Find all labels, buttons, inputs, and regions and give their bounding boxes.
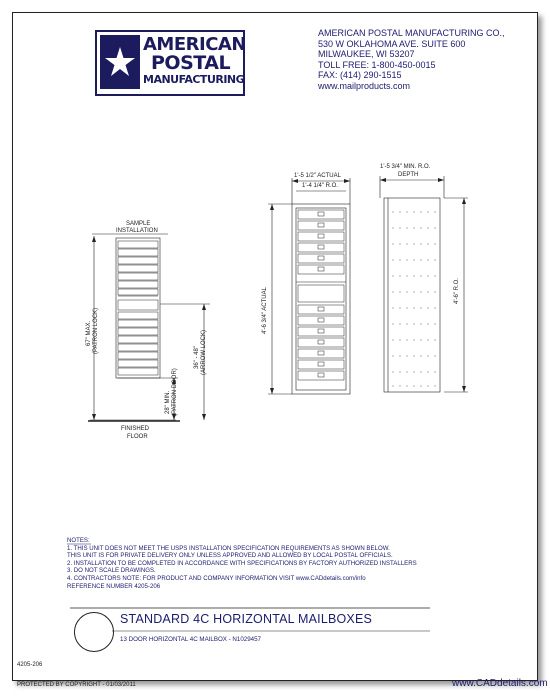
note-line: 4. CONTRACTORS NOTE: FOR PRODUCT AND COMPANY INFORMATION VISIT www.CADdetails.com/info	[67, 574, 366, 582]
finished-floor-label: FINISHED	[121, 426, 150, 432]
finished-floor-label: FLOOR	[127, 434, 148, 440]
notes-block	[67, 537, 417, 590]
address-line: FAX: (414) 290-1515	[318, 70, 402, 80]
reference-number: 4205-206	[17, 662, 43, 668]
front-doors	[298, 210, 344, 380]
caddetails-link[interactable]: www.CADdetails.com	[452, 678, 548, 689]
min-ro-label: 1'-5 3/4" MIN. R.O.	[380, 164, 431, 170]
address-line: 530 W OKLAHOMA AVE. SUITE 600	[318, 38, 466, 49]
ro-height-label: 4'-6" R.O.	[454, 278, 460, 304]
sample-doors	[118, 241, 158, 375]
side-hatch	[392, 212, 438, 386]
sample-label: SAMPLE	[126, 221, 151, 227]
address-line[interactable]: www.mailproducts.com	[318, 80, 411, 91]
drawing-title: STANDARD 4C HORIZONTAL MAILBOXES	[120, 612, 373, 626]
installation-label: INSTALLATION	[116, 228, 158, 234]
min-height-label: 28" MIN.	[165, 390, 171, 414]
notes-heading: NOTES:	[67, 537, 90, 544]
logo-word-postal: POSTAL	[151, 52, 231, 74]
address-line: AMERICAN POSTAL MANUFACTURING CO.,	[318, 28, 505, 38]
actual-height-label: 4'-6 3/4" ACTUAL	[262, 287, 268, 334]
max-height-label: 67" MAX.	[86, 320, 92, 346]
ro-width-label: 1'-4 1/4" R.O.	[302, 183, 338, 189]
address-line: TOLL FREE: 1-800-450-0015	[318, 59, 436, 70]
max-height-note: (PATRON LOCK)	[93, 307, 99, 354]
copyright-text: PROTECTED BY COPYRIGHT - 01/03/2011	[17, 682, 136, 688]
title-circle-icon	[74, 612, 114, 652]
depth-label: DEPTH	[398, 172, 419, 178]
logo-word-american: AMERICAN	[143, 34, 246, 55]
arrow-range-label: 36" - 48"	[194, 346, 200, 369]
note-line: 1. THIS UNIT DOES NOT MEET THE USPS INSTALLATION SPECIFICATION REQUIREMENTS AS SHOWN BELOW.	[67, 544, 390, 552]
note-line: 2. INSTALLATION TO BE COMPLETED IN ACCORDANCE WITH SPECIFICATIONS BY FACTORY AUTHORIZED INSTALLERS	[67, 559, 417, 567]
logo-word-manufacturing: MANUFACTURING	[143, 73, 245, 86]
actual-width-label: 1'-5 1/2" ACTUAL	[294, 173, 341, 179]
address-line: MILWAUKEE, WI 53207	[318, 49, 415, 59]
note-line: THIS UNIT IS FOR PRIVATE DELIVERY ONLY UNLESS APPROVED AND ALLOWED BY LOCAL POSTAL OFFICIALS.	[67, 552, 393, 560]
note-line: REFERENCE NUMBER 4205-206	[67, 582, 161, 590]
drawing-subtitle: 13 DOOR HORIZONTAL 4C MAILBOX - N1029457	[120, 636, 261, 643]
note-line: 3. DO NOT SCALE DRAWINGS.	[67, 567, 156, 575]
arrow-range-note: (ARROW LOCK)	[201, 330, 207, 375]
min-height-note: (PATRON DOOR)	[172, 368, 178, 416]
